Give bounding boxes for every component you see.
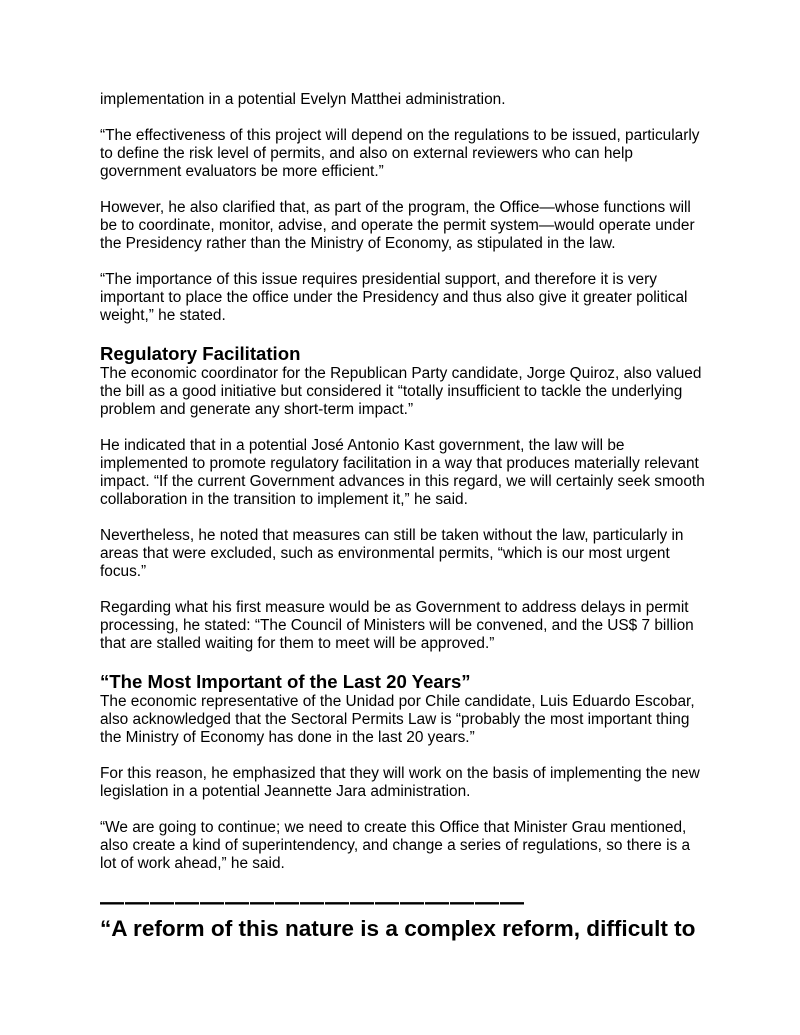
section-divider: ————————————————— bbox=[100, 889, 525, 916]
paragraph: “We are going to continue; we need to create this Office that Minister Grau mentioned, also create a kind of superintendency, and change a series of regulations, so there is a lot of work ahead,” he said. bbox=[100, 819, 691, 872]
paragraph: Nevertheless, he noted that measures can still be taken without the law, particularly in areas that were excluded, such as environmental permits, “which is our most urgent focus.” bbox=[100, 527, 684, 580]
paragraph: Regarding what his first measure would be as Government to address delays in permit processing, he stated: “The Council of Ministers will be convened, and the US$ 7 billion that are stalled waiting for them to meet will be approved.” bbox=[100, 599, 694, 652]
paragraph: For this reason, he emphasized that they will work on the basis of implementing the new legislation in a potential Jeannette Jara administration. bbox=[100, 765, 700, 800]
section-heading-regulatory-facilitation: Regulatory Facilitation bbox=[100, 343, 301, 364]
paragraph: The economic coordinator for the Republican Party candidate, Jorge Quiroz, also valued the bill as a good initiative but considered it “totally insufficient to tackle the underlying problem and generate any short-term impact.” bbox=[100, 365, 702, 418]
section-heading-most-important: “The Most Important of the Last 20 Years” bbox=[100, 671, 471, 692]
article-body bbox=[100, 91, 710, 943]
paragraph: implementation in a potential Evelyn Matthei administration. bbox=[100, 91, 506, 108]
paragraph: He indicated that in a potential José Antonio Kast government, the law will be implemented to promote regulatory facilitation in a way that produces materially relevant impact. “If the current Government advances in this regard, we will certainly seek smooth collaboration in the transition to implement it,” he said. bbox=[100, 437, 705, 508]
pull-quote: “A reform of this nature is a complex reform, difficult to bbox=[100, 916, 696, 941]
paragraph: “The effectiveness of this project will depend on the regulations to be issued, particularly to define the risk level of permits, and also on external reviewers who can help government evaluators be more efficient.” bbox=[100, 127, 700, 180]
paragraph: “The importance of this issue requires presidential support, and therefore it is very important to place the office under the Presidency and thus also give it greater political weight,” he stated. bbox=[100, 271, 688, 324]
paragraph: However, he also clarified that, as part of the program, the Office—whose functions will be to coordinate, monitor, advise, and operate the permit system—would operate under the Presidency rather than the Ministry of Economy, as stipulated in the law. bbox=[100, 199, 695, 252]
paragraph: The economic representative of the Unidad por Chile candidate, Luis Eduardo Escobar, also acknowledged that the Sectoral Permits Law is “probably the most important thing the Ministry of Economy has done in the last 20 years.” bbox=[100, 693, 695, 746]
